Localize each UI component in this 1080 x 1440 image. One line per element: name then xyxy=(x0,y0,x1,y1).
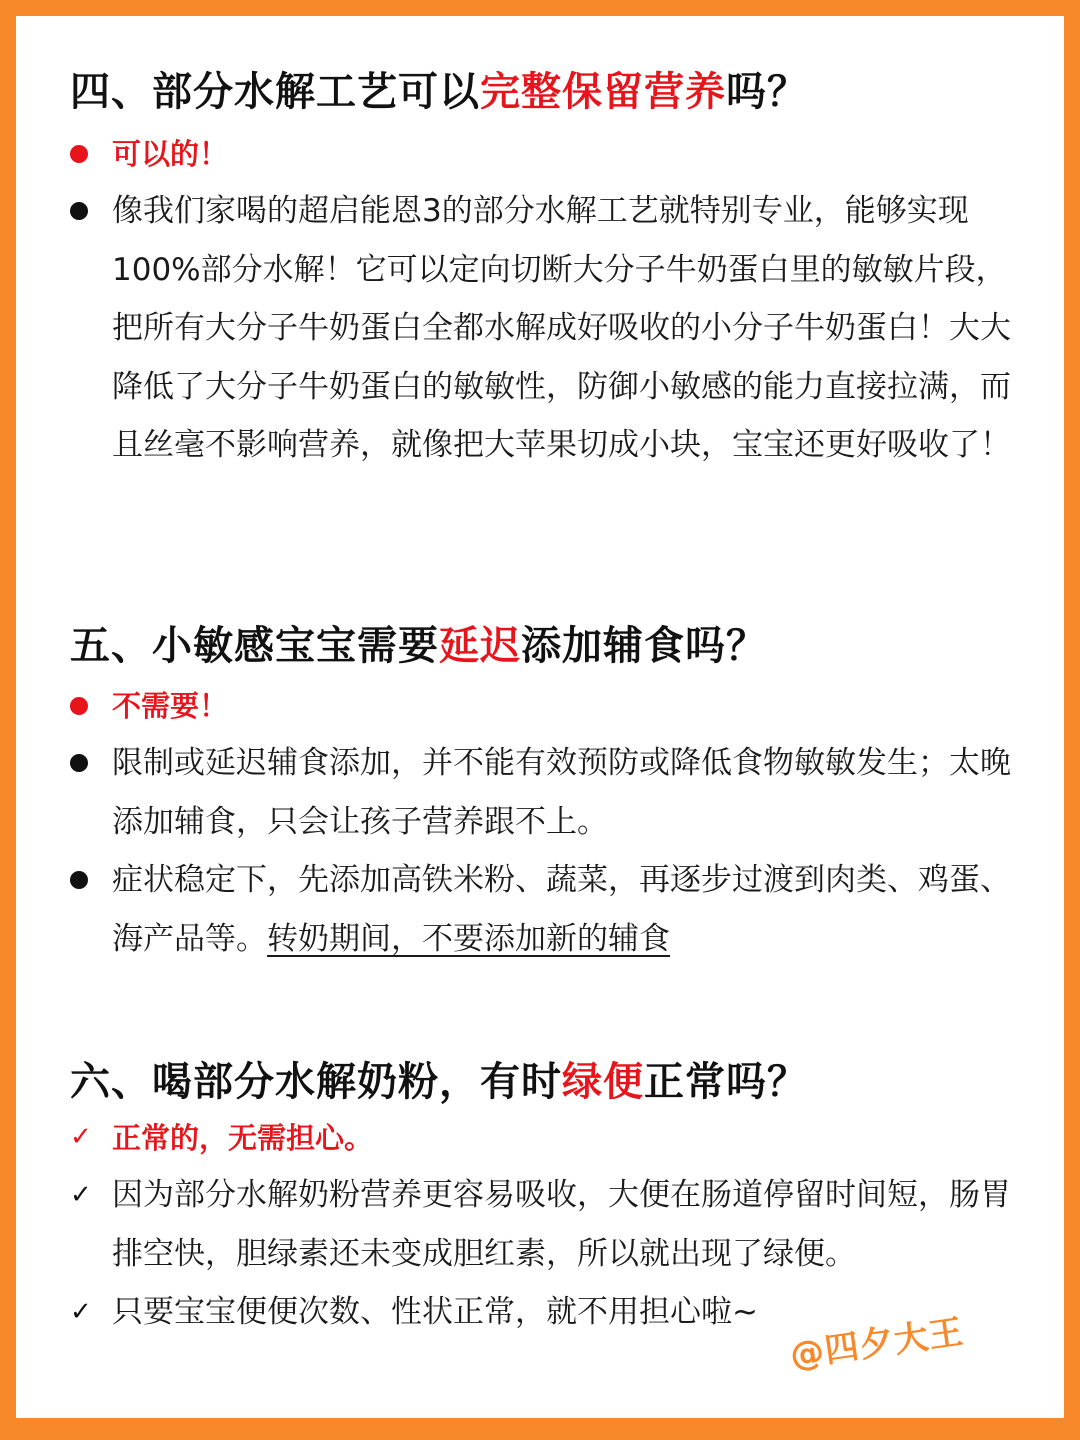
section-6 xyxy=(70,1054,1020,1342)
section-heading: 六、喝部分水解奶粉，有时绿便正常吗？ xyxy=(70,1059,808,1105)
dot-icon xyxy=(70,697,88,719)
answer-text: 不需要！ xyxy=(112,689,229,723)
body-text: 症状稳定下，先添加高铁米粉、蔬菜，再逐步过渡到肉类、鸡蛋、海产品等。转奶期间，不要添加新的辅食 xyxy=(112,862,1011,957)
author-watermark: @四夕大王 xyxy=(787,1311,967,1376)
answer-row xyxy=(70,132,1020,176)
highlight-text: 延迟 xyxy=(439,623,521,669)
answer-text: 正常的，无需担心。 xyxy=(112,1121,374,1155)
section-4 xyxy=(70,64,1020,475)
dot-icon xyxy=(70,871,88,893)
list-item xyxy=(70,734,1020,851)
dot-icon xyxy=(70,145,88,167)
answer-row xyxy=(70,684,1020,728)
highlight-text: 绿便 xyxy=(562,1059,644,1105)
dot-icon xyxy=(70,754,88,776)
section-5 xyxy=(70,618,1020,968)
underlined-note: 转奶期间，不要添加新的辅食 xyxy=(267,920,670,957)
content-card xyxy=(16,16,1064,1418)
list-item xyxy=(70,182,1020,475)
section-heading: 四、部分水解工艺可以完整保留营养吗？ xyxy=(70,69,808,115)
dot-icon xyxy=(70,202,88,224)
answer-text: 可以的！ xyxy=(112,137,229,171)
body-text: 因为部分水解奶粉营养更容易吸收，大便在肠道停留时间短，肠胃排空快，胆绿素还未变成胆红素，所以就出现了绿便。 xyxy=(112,1177,1011,1272)
list-item xyxy=(70,851,1020,968)
list-item xyxy=(70,1166,1020,1283)
answer-row xyxy=(70,1116,1020,1160)
checkmark-icon: ✓ xyxy=(70,1180,92,1210)
body-text: 像我们家喝的超启能恩3的部分水解工艺就特别专业，能够实现100%部分水解！它可以定向切断大分子牛奶蛋白里的敏敏片段，把所有大分子牛奶蛋白全都水解成好吸收的小分子牛奶蛋白！大大降低了大分子牛奶蛋白的敏敏性，防御小敏感的能力直接拉满，而且丝毫不影响营养，就像把大苹果切成小块，宝宝还更好吸收了！ xyxy=(112,193,1011,463)
checkmark-icon: ✓ xyxy=(70,1297,92,1327)
highlight-text: 完整保留营养 xyxy=(480,69,726,115)
body-text: 限制或延迟辅食添加，并不能有效预防或降低食物敏敏发生；太晚添加辅食，只会让孩子营养跟不上。 xyxy=(112,745,1011,840)
checkmark-icon: ✓ xyxy=(70,1122,92,1152)
body-text: 只要宝宝便便次数、性状正常，就不用担心啦~ xyxy=(112,1294,758,1330)
section-heading: 五、小敏感宝宝需要延迟添加辅食吗？ xyxy=(70,623,767,669)
